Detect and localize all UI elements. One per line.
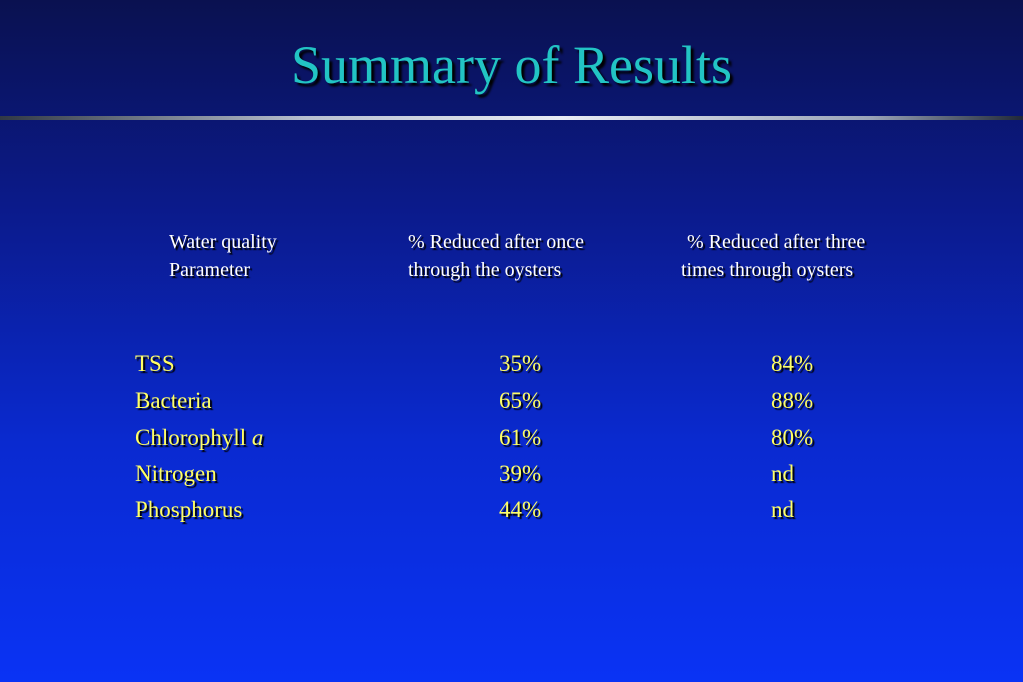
header-reduced-three-line2: times through oysters	[681, 259, 854, 281]
parameter-name: Chlorophyll	[135, 425, 252, 450]
slide-title: Summary of Results	[291, 35, 732, 95]
table-row-parameter	[135, 495, 242, 525]
table-row-three-value: nd	[771, 461, 794, 486]
parameter-name: TSS	[135, 351, 175, 376]
table-row-parameter	[135, 459, 217, 489]
parameter-name: Bacteria	[135, 388, 212, 413]
table-row-parameter	[135, 423, 263, 453]
header-reduced-once	[408, 228, 584, 284]
table-row-once-value: 61%	[499, 425, 542, 450]
table-row-three-value: 88%	[771, 388, 814, 413]
table-row-three-value: nd	[771, 497, 794, 522]
parameter-italic: a	[251, 425, 264, 450]
header-parameter-line1: Water quality	[169, 231, 277, 253]
header-reduced-three-line1: % Reduced after three	[687, 231, 866, 253]
title-divider	[0, 116, 1023, 120]
header-parameter	[169, 228, 277, 284]
parameter-name: Nitrogen	[135, 461, 217, 486]
header-reduced-once-line1: % Reduced after once	[408, 231, 585, 253]
header-reduced-three	[681, 228, 865, 284]
header-reduced-once-line2: through the oysters	[408, 259, 562, 281]
parameter-name: Phosphorus	[135, 497, 243, 522]
table-row-three-value: 84%	[771, 351, 814, 376]
table-row-once-value: 35%	[499, 351, 542, 376]
header-parameter-line2: Parameter	[169, 259, 251, 281]
table-row-parameter	[135, 386, 212, 416]
table-row-once-value: 39%	[499, 461, 542, 486]
table-row-three-value: 80%	[771, 425, 814, 450]
table-row-once-value: 65%	[499, 388, 542, 413]
table-row-once-value: 44%	[499, 497, 542, 522]
table-row-parameter	[135, 349, 175, 379]
